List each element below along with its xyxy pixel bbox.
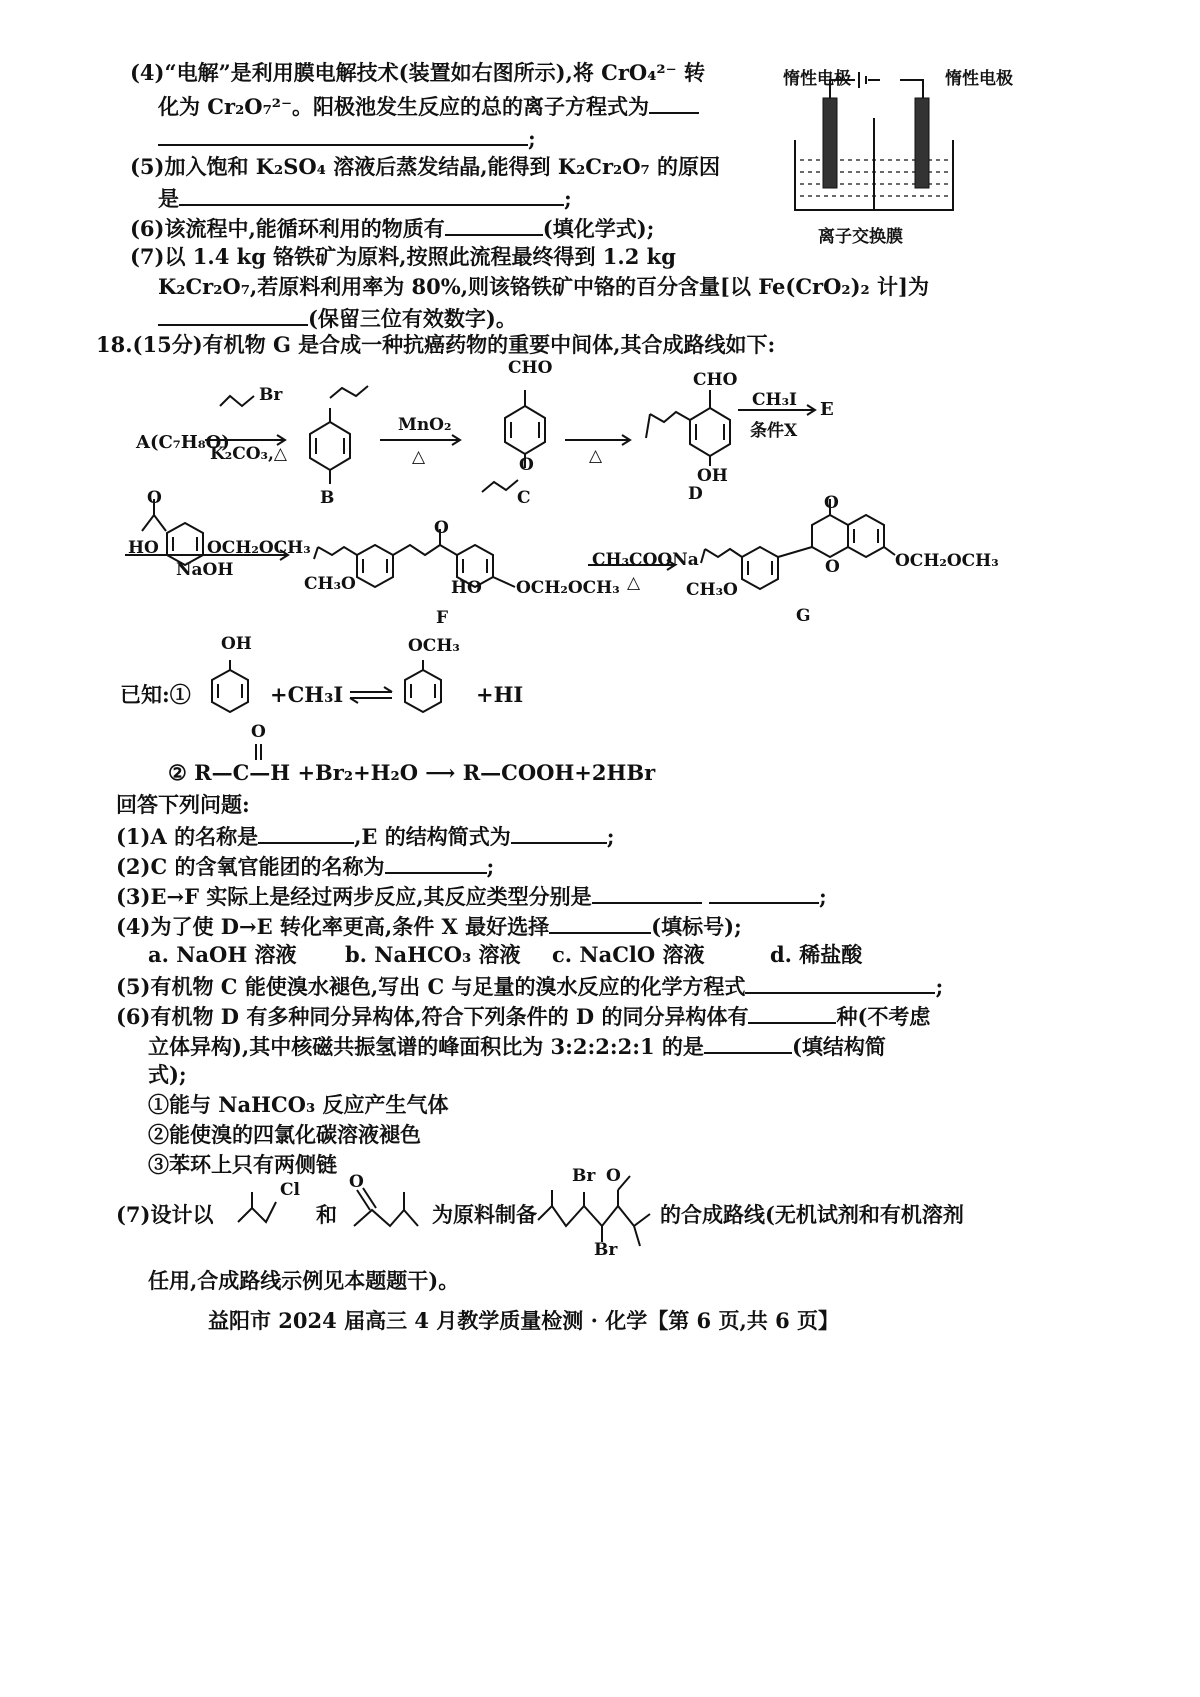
- known1-plus2: +HI: [476, 682, 524, 707]
- q18-option-b: b. NaHCO₃ 溶液: [345, 942, 521, 967]
- label-B: B: [320, 488, 335, 508]
- electrolysis-cell-diagram: [0, 0, 1200, 320]
- condition-3: ③苯环上只有两侧链: [148, 1152, 337, 1177]
- q17-part5-line1: (5)加入饱和 K₂SO₄ 溶液后蒸发结晶,能得到 K₂Cr₂O₇ 的原因: [130, 154, 721, 179]
- reagent-de-bottom: 条件X: [750, 421, 798, 441]
- F-ch3o: CH₃O: [304, 574, 356, 594]
- label-F: F: [436, 608, 449, 628]
- q18-part1: (1)A 的名称是 ,E 的结构简式为 ;: [116, 820, 615, 852]
- condition-2: ②能使溴的四氯化碳溶液褪色: [148, 1122, 421, 1147]
- known1-oh: OH: [221, 634, 252, 654]
- known-label: 已知:①: [120, 682, 191, 707]
- q18-part2: (2)C 的含氧官能团的名称为 ;: [116, 850, 494, 882]
- q18-option-a: a. NaOH 溶液: [148, 942, 297, 967]
- G-o-top: O: [824, 493, 839, 513]
- C-o: O: [519, 455, 534, 475]
- reagent-ef-och2och3: OCH₂OCH₃: [207, 538, 311, 558]
- q17-part6: (6)该流程中,能循环利用的物质有 (填化学式);: [130, 212, 654, 244]
- part7-ketone-o: O: [349, 1172, 364, 1192]
- reagent-bc-bottom: △: [412, 447, 426, 467]
- F-ho: HO: [451, 578, 482, 598]
- part7-mid: 为原料制备: [432, 1202, 537, 1227]
- reagent-cd: △: [589, 446, 603, 466]
- q18-part6-line3: 式);: [148, 1062, 187, 1087]
- reagent-ef-bottom: NaOH: [176, 560, 234, 580]
- part7-tail: 的合成路线(无机试剂和有机溶剂: [660, 1202, 964, 1227]
- reagent-fg-bottom: △: [627, 573, 641, 593]
- label-C: C: [517, 488, 531, 508]
- q18-part6-line1: (6)有机物 D 有多种同分异构体,符合下列条件的 D 的同分异构体有 种(不考虑: [116, 1000, 930, 1032]
- reagent-de-top: CH₃I: [752, 390, 797, 410]
- part7-br-bottom: Br: [594, 1240, 618, 1260]
- reagent-fg-top: CH₃COONa: [592, 550, 699, 570]
- label-G: G: [796, 606, 811, 626]
- part7-br-top: Br: [572, 1166, 596, 1186]
- F-o: O: [434, 518, 449, 538]
- reagent-ef-o: O: [147, 488, 162, 508]
- G-o-ring: O: [825, 557, 840, 577]
- q17-part4-line2: 化为 Cr₂O₇²⁻。阳极池发生反应的总的离子方程式为: [158, 90, 699, 122]
- reagent-bc-top: MnO₂: [398, 415, 452, 435]
- G-ch3o: CH₃O: [686, 580, 738, 600]
- q18-part7-start: (7)设计以: [116, 1202, 214, 1227]
- q17-part5-line2: 是 ;: [158, 182, 572, 214]
- condition-1: ①能与 NaHCO₃ 反应产生气体: [148, 1092, 449, 1117]
- known-reaction-1: [0, 630, 1200, 750]
- q18-part4: (4)为了使 D→E 转化率更高,条件 X 最好选择 (填标号);: [116, 910, 742, 942]
- compound-E: E: [820, 399, 834, 420]
- F-och2och3: OCH₂OCH₃: [516, 578, 620, 598]
- part7-target-o: O: [606, 1166, 621, 1186]
- q18-part6-line2: 立体异构),其中核磁共振氢谱的峰面积比为 3:2:2:2:1 的是 (填结构简: [148, 1030, 886, 1062]
- part7-and: 和: [316, 1202, 337, 1227]
- known-reaction-2: ② R—C—H +Br₂+H₂O ⟶ R—COOH+2HBr: [168, 760, 656, 785]
- reagent-ab-top: Br: [259, 385, 283, 405]
- q17-part7-line1: (7)以 1.4 kg 铬铁矿为原料,按照此流程最终得到 1.2 kg: [130, 244, 676, 269]
- membrane-label: 离子交换膜: [818, 227, 903, 247]
- electrode-label-left: 惰性电极: [783, 69, 851, 89]
- electrode-label-right: 惰性电极: [945, 69, 1013, 89]
- q18-option-d: d. 稀盐酸: [770, 942, 863, 967]
- known2-o: O: [251, 722, 266, 742]
- q18-part3: (3)E→F 实际上是经过两步反应,其反应类型分别是 ;: [116, 880, 827, 912]
- known1-och3: OCH₃: [408, 636, 460, 656]
- C-cho: CHO: [508, 358, 553, 378]
- q17-part7-line2: K₂Cr₂O₇,若原料利用率为 80%,则该铬铁矿中铬的百分含量[以 Fe(CrO₂)₂ 计]为: [158, 274, 929, 299]
- q18-option-c: c. NaClO 溶液: [552, 942, 705, 967]
- q17-part4-line3: ;: [158, 122, 536, 154]
- G-och2och3: OCH₂OCH₃: [895, 551, 999, 571]
- compound-A: A(C₇H₈O): [136, 432, 230, 453]
- reagent-ef-ho: HO: [128, 538, 159, 558]
- q18-part5: (5)有机物 C 能使溴水褪色,写出 C 与足量的溴水反应的化学方程式 ;: [116, 970, 943, 1002]
- q17-part7-line3: (保留三位有效数字)。: [158, 302, 517, 334]
- q18-header: 18.(15分)有机物 G 是合成一种抗癌药物的重要中间体,其合成路线如下:: [96, 332, 776, 357]
- reagent-ab-bottom: K₂CO₃,△: [210, 444, 287, 464]
- D-oh: OH: [697, 466, 728, 486]
- part7-line2: 任用,合成路线示例见本题题干)。: [148, 1268, 460, 1293]
- label-D: D: [688, 484, 703, 504]
- D-cho: CHO: [693, 370, 738, 390]
- answer-intro: 回答下列问题:: [116, 792, 250, 817]
- page-footer: 益阳市 2024 届高三 4 月教学质量检测 · 化学【第 6 页,共 6 页】: [208, 1308, 840, 1333]
- part7-cl: Cl: [280, 1180, 300, 1200]
- q17-part4-line1: (4)“电解”是利用膜电解技术(装置如右图所示),将 CrO₄²⁻ 转: [130, 60, 705, 85]
- known1-plus: +CH₃I: [270, 682, 344, 707]
